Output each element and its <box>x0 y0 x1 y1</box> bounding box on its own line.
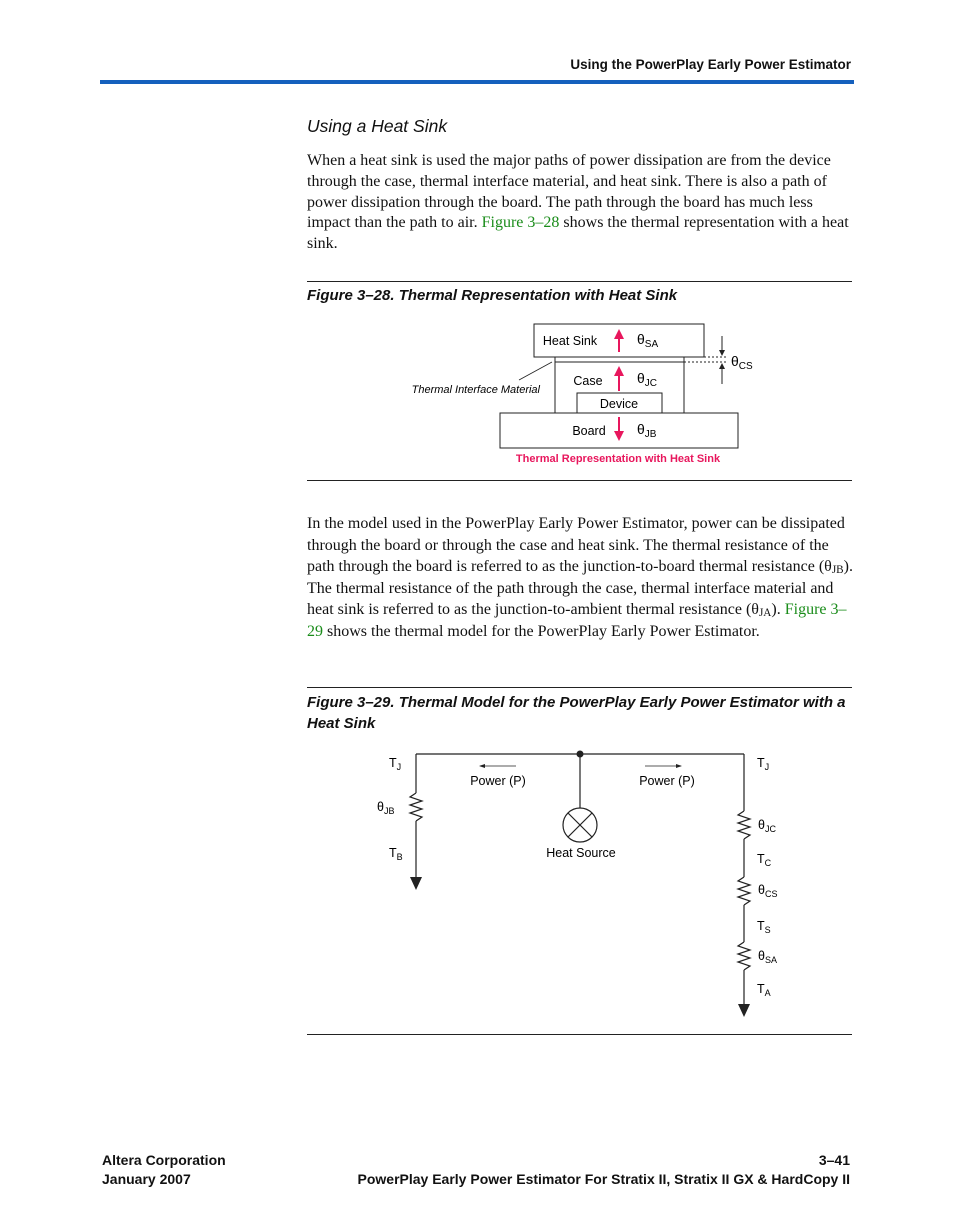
section-title: Using a Heat Sink <box>307 116 448 136</box>
theta-jc-label: $\theta_{JC}$ <box>758 818 776 834</box>
power-label-right: Power (P) <box>639 774 695 788</box>
tj-right-label: $T_J$ <box>757 756 770 772</box>
tb-label: $T_B$ <box>389 846 403 862</box>
footer-date: January 2007 <box>102 1171 191 1187</box>
para2-text-1: In the model used in the PowerPlay Early Power Estimator, power can be dissipated through the board or through the case and heat sink. The thermal resistance of the path through the board is referred to as the junction-to-board thermal resistance (θ <box>307 515 845 575</box>
theta-sa-resistor <box>738 942 750 970</box>
heat-source-label: Heat Source <box>546 846 616 860</box>
theta-jb-label: $\theta_{JB}$ <box>377 800 395 816</box>
theta-cs-label-29: $\theta_{CS}$ <box>758 883 778 899</box>
device-label: Device <box>599 397 639 411</box>
ts-label: $T_S$ <box>757 919 771 935</box>
figure-29-bottom-rule <box>307 1034 852 1035</box>
theta-jc-resistor <box>738 811 750 839</box>
figure-28-pink-label: Thermal Representation with Heat Sink <box>515 453 721 465</box>
figure-3-29-link[interactable]: Figure 3–29 <box>307 601 847 640</box>
tim-label: Thermal Interface Material <box>411 384 540 396</box>
theta-jb-resistor <box>410 793 422 821</box>
power-label-left: Power (P) <box>470 774 526 788</box>
tj-left-label: $T_J$ <box>389 756 402 772</box>
running-header: Using the PowerPlay Early Power Estimator <box>570 57 851 72</box>
figure-3-28-link[interactable]: Figure 3–28 <box>481 214 560 232</box>
board-label: Board <box>572 424 606 438</box>
left-ground-arrow <box>410 877 422 890</box>
ta-label: $T_A$ <box>757 982 771 998</box>
theta-sa-label: $\theta_{SA}$ <box>637 331 659 350</box>
para2-text-3: ). <box>771 601 781 618</box>
footer-left <box>102 1151 226 1189</box>
para2-text-2: ). The thermal resistance of the path through the case, thermal interface material and heat sink is referred to as the junction-to-ambient thermal resistance (θ <box>307 558 853 618</box>
right-ground-arrow <box>738 1004 750 1017</box>
para2-sub-ja: JA <box>758 607 772 619</box>
power-arrowhead-right <box>676 764 682 768</box>
theta-jb-label: $\theta_{JB}$ <box>637 421 657 440</box>
figure-28-caption: Figure 3–28. Thermal Representation with Heat Sink <box>307 287 678 304</box>
theta-cs-label: $\theta_{CS}$ <box>731 353 753 372</box>
footer-company: Altera Corporation <box>102 1152 226 1168</box>
heat-sink-label: Heat Sink <box>542 334 598 348</box>
footer-doc-title: PowerPlay Early Power Estimator For Stratix II, Stratix II GX & HardCopy II <box>357 1171 850 1187</box>
para2-text-4: shows the thermal model for the PowerPlay Early Power Estimator. <box>327 622 760 640</box>
figure-29-caption: Figure 3–29. Thermal Model for the PowerPlay Early Power Estimator with a Heat Sink <box>307 694 846 732</box>
power-arrowhead-left <box>479 764 485 768</box>
para1-text: When a heat sink is used the major paths of power dissipation are from the device through the case, thermal interface material, and heat sink. There is also a path of power dissipation through the board. The path through the board has much less impact than the path to air. <box>307 152 831 232</box>
case-label: Case <box>573 374 603 388</box>
theta-jc-label: $\theta_{JC}$ <box>637 370 658 389</box>
para1-tail: shows the thermal representation with a heat sink. <box>307 214 849 253</box>
tc-label: $T_C$ <box>757 852 772 868</box>
theta-sa-label-29: $\theta_{SA}$ <box>758 949 777 965</box>
para2-sub-jb: JB <box>831 564 844 576</box>
footer-page-number: 3–41 <box>818 1152 850 1168</box>
heat-source-icon <box>563 808 597 842</box>
theta-cs-resistor <box>738 877 750 905</box>
